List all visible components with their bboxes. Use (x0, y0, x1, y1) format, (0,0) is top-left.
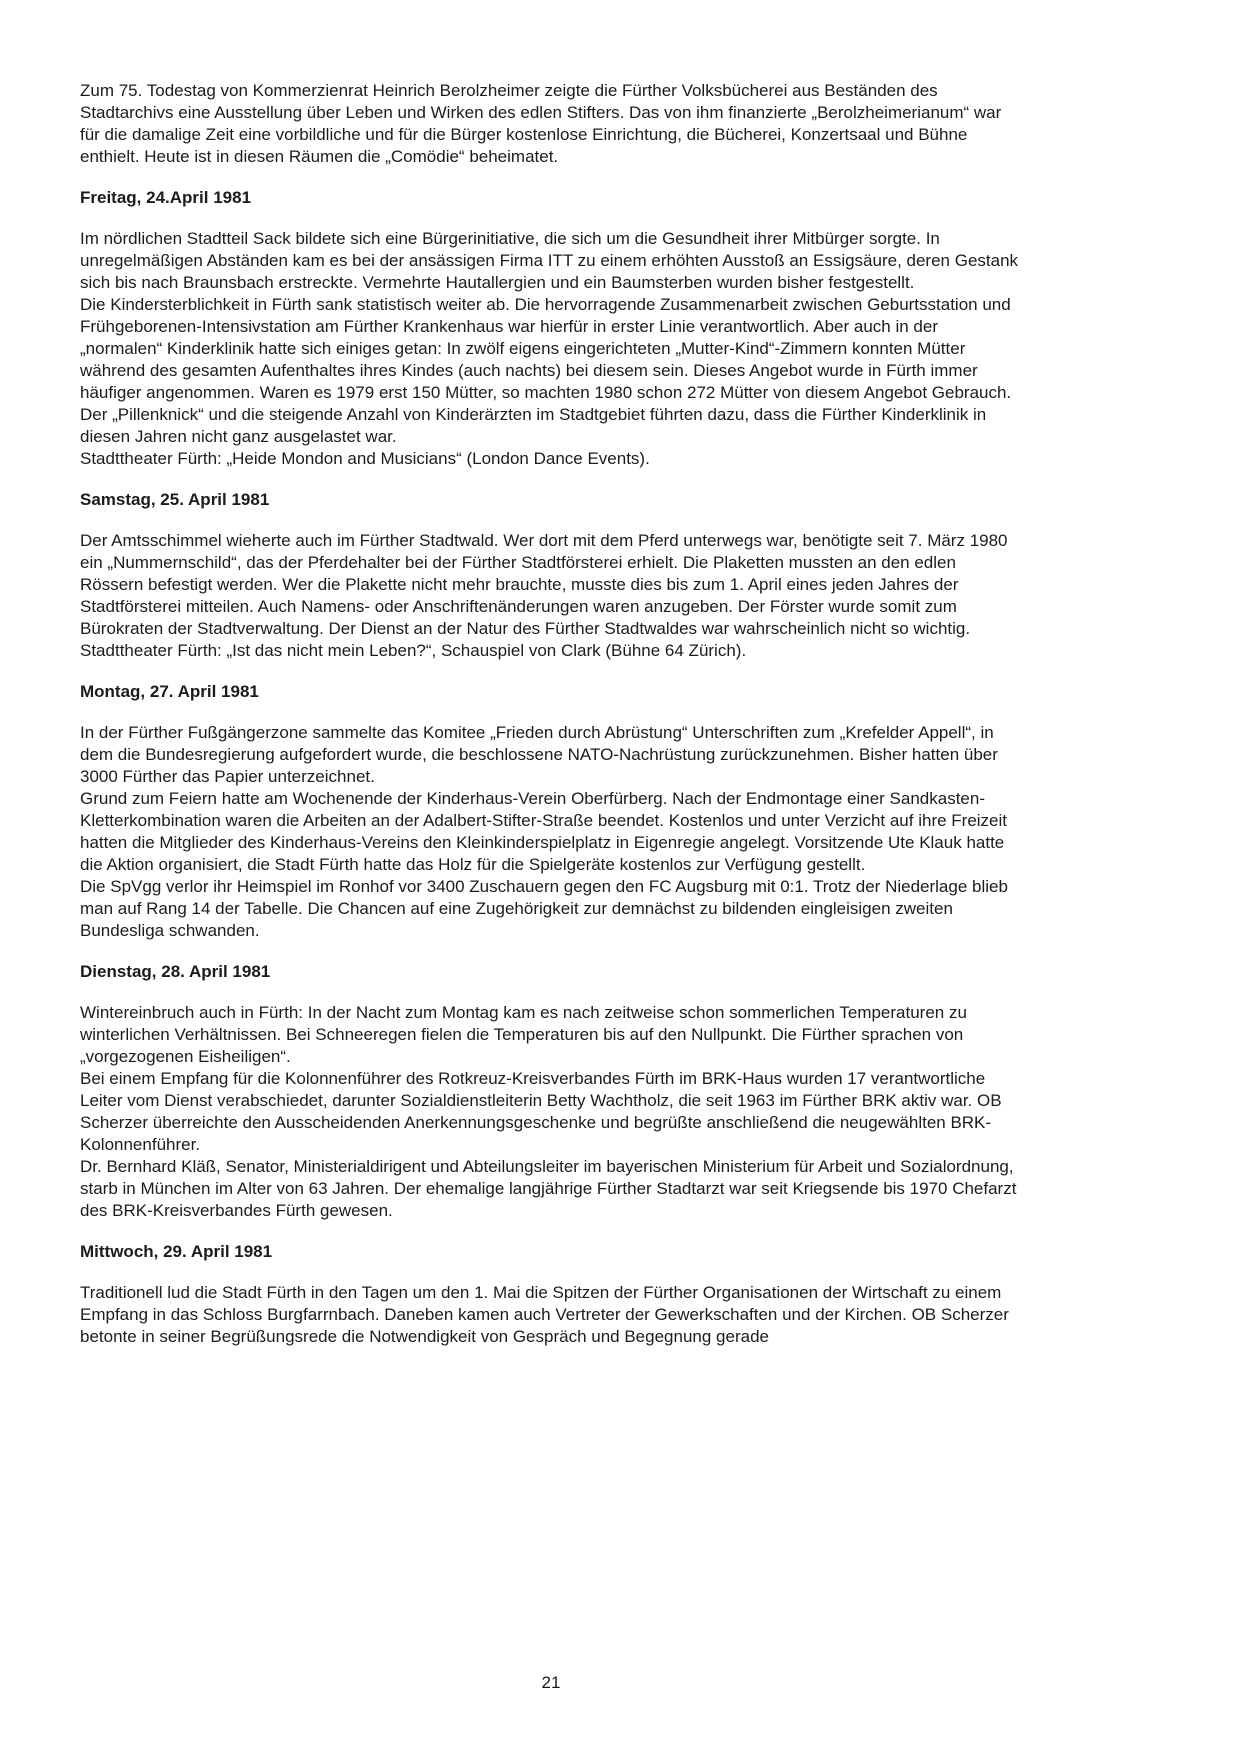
section-heading: Freitag, 24.April 1981 (80, 188, 252, 207)
paragraph: Stadttheater Fürth: „Ist das nicht mein Leben?“, Schauspiel von Clark (Bühne 64 Zürich). (80, 641, 747, 660)
paragraph: Im nördlichen Stadtteil Sack bildete sich eine Bürgerinitiative, die sich um die Gesundheit ihrer Mitbürger sorgte. In unregelmäßigen Abständen kam es bei der ansässigen Firma ITT zu einem erhöhten Ausstoß an Essigsäure, deren Gestank sich bis nach Braunsbach erstreckte. Vermehrte Hautallergien und ein Baumsterben wurden bisher festgestellt. (80, 229, 1019, 292)
paragraph: Wintereinbruch auch in Fürth: In der Nacht zum Montag kam es nach zeitweise schon sommerlichen Temperaturen zu winterlichen Verhältnissen. Bei Schneeregen fielen die Temperaturen bis auf den Nullpunkt. Die Fürther sprachen von „vorgezogenen Eisheiligen“. (80, 1003, 967, 1066)
paragraph: Der Amtsschimmel wieherte auch im Fürther Stadtwald. Wer dort mit dem Pferd unterwegs war, benötigte seit 7. März 1980 ein „Nummernschild“, das der Pferdehalter bei der Fürther Stadtförsterei erhielt. Die Plaketten mussten an den edlen Rössern befestigt werden. Wer die Plakette nicht mehr brauchte, musste dies bis zum 1. April eines jeden Jahres der Stadtförsterei mitteilen. Auch Namens- oder Anschriftenänderungen waren anzugeben. Der Förster wurde somit zum Bürokraten der Stadtverwaltung. Der Dienst an der Natur des Fürther Stadtwaldes war wahrscheinlich nicht so wichtig. (80, 531, 1008, 638)
paragraph: Dr. Bernhard Kläß, Senator, Ministerialdirigent und Abteilungsleiter im bayerischen Ministerium für Arbeit und Sozialordnung, starb in München im Alter von 63 Jahren. Der ehemalige langjährige Fürther Stadtarzt war seit Kriegsende bis 1970 Chefarzt des BRK-Kreisverbandes Fürth gewesen. (80, 1157, 1017, 1220)
section-heading: Montag, 27. April 1981 (80, 682, 259, 701)
paragraph: Bei einem Empfang für die Kolonnenführer des Rotkreuz-Kreisverbandes Fürth im BRK-Haus wurden 17 verantwortliche Leiter vom Dienst verabschiedet, darunter Sozialdienstleiterin Betty Wachtholz, die seit 1963 im Fürther BRK aktiv war. OB Scherzer überreichte den Ausscheidenden Anerkennungsgeschenke und begrüßte anschließend die neugewählten BRK- Kolonnenführer. (80, 1069, 1002, 1154)
paragraph: Zum 75. Todestag von Kommerzienrat Heinrich Berolzheimer zeigte die Fürther Volksbücherei aus Beständen des Stadtarchivs eine Ausstellung über Leben und Wirken des edlen Stifters. Das von ihm finanzierte „Berolzheimerianum“ war für die damalige Zeit eine vorbildliche und für die Bürger kostenlose Einrichtung, die Bücherei, Konzertsaal und Bühne enthielt. Heute ist in diesen Räumen die „Comödie“ beheimatet. (80, 81, 1002, 166)
section-heading: Dienstag, 28. April 1981 (80, 962, 271, 981)
page-number: 21 (541, 1673, 561, 1692)
section-heading: Samstag, 25. April 1981 (80, 490, 270, 509)
paragraph: Die SpVgg verlor ihr Heimspiel im Ronhof vor 3400 Zuschauern gegen den FC Augsburg mit 0:1. Trotz der Niederlage blieb man auf Rang 14 der Tabelle. Die Chancen auf eine Zugehörigkeit zur demnächst zu bildenden eingleisigen zweiten Bundesliga schwanden. (80, 877, 1008, 940)
paragraph: Die Kindersterblichkeit in Fürth sank statistisch weiter ab. Die hervorragende Zusammenarbeit zwischen Geburtsstation und Frühgeborenen-Intensivstation am Fürther Krankenhaus war hierfür in erster Linie verantwortlich. Aber auch in der „normalen“ Kinderklinik hatte sich einiges getan: In zwölf eigens eingerichteten „Mutter-Kind“-Zimmern konnten Mütter während des gesamten Aufenthaltes ihres Kindes (auch nachts) bei diesem sein. Dieses Angebot wurde in Fürth immer häufiger angenommen. Waren es 1979 erst 150 Mütter, so machten 1980 schon 272 Mütter von diesem Angebot Gebrauch. Der „Pillenknick“ und die steigende Anzahl von Kinderärzten im Stadtgebiet führten dazu, dass die Fürther Kinderklinik in diesen Jahren nicht ganz ausgelastet war. (80, 295, 1012, 446)
paragraph: Grund zum Feiern hatte am Wochenende der Kinderhaus-Verein Oberfürberg. Nach der Endmontage einer Sandkasten-Kletterkombination waren die Arbeiten an der Adalbert-Stifter-Straße beendet. Kostenlos und unter Verzicht auf ihre Freizeit hatten die Mitglieder des Kinderhaus-Vereins den Kleinkinderspielplatz in Eigenregie angelegt. Vorsitzende Ute Klauk hatte die Aktion organisiert, die Stadt Fürth hatte das Holz für die Spielgeräte kostenlos zur Verfügung gestellt. (80, 789, 1008, 874)
document-content (80, 80, 1022, 1348)
section-heading: Mittwoch, 29. April 1981 (80, 1242, 273, 1261)
paragraph: Stadttheater Fürth: „Heide Mondon and Musicians“ (London Dance Events). (80, 449, 650, 468)
paragraph: Traditionell lud die Stadt Fürth in den Tagen um den 1. Mai die Spitzen der Fürther Organisationen der Wirtschaft zu einem Empfang in das Schloss Burgfarrnbach. Daneben kamen auch Vertreter der Gewerkschaften und der Kirchen. OB Scherzer betonte in seiner Begrüßungsrede die Notwendigkeit von Gespräch und Begegnung gerade (80, 1283, 1009, 1346)
paragraph: In der Fürther Fußgängerzone sammelte das Komitee „Frieden durch Abrüstung“ Unterschriften zum „Krefelder Appell“, in dem die Bundesregierung aufgefordert wurde, die beschlossene NATO-Nachrüstung zurückzunehmen. Bisher hatten über 3000 Fürther das Papier unterzeichnet. (80, 723, 998, 786)
